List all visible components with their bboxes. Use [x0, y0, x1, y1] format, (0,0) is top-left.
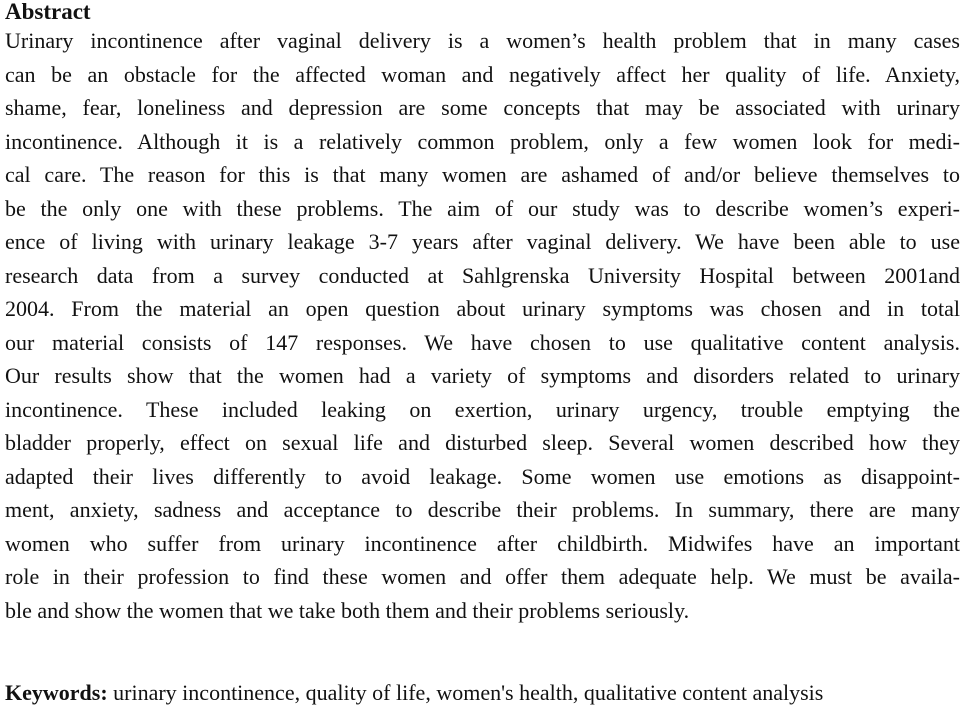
- abstract-line: ble and show the women that we take both them and their problems seriously.: [5, 597, 690, 623]
- abstract-line: ment, anxiety, sadness and acceptance to describe their problems. In summary, there are many: [5, 497, 960, 522]
- abstract-line: our material consists of 147 responses. We have chosen to use qualitative content analysis.: [5, 329, 960, 355]
- abstract-line: be the only one with these problems. The aim of our study was to describe women’s experi-: [5, 195, 960, 221]
- keywords-label: Keywords:: [5, 680, 108, 705]
- abstract-line: adapted their lives differently to avoid leakage. Some women use emotions as disappoint-: [5, 463, 960, 489]
- abstract-line: role in their profession to find these women and offer them adequate help. We must be availa-: [5, 564, 960, 589]
- abstract-line: research data from a survey conducted at Sahlgrenska University Hospital between 2001and: [5, 262, 960, 288]
- abstract-heading: Abstract: [5, 0, 91, 24]
- abstract-line: Urinary incontinence after vaginal delivery is a women’s health problem that in many cases: [5, 28, 960, 53]
- keywords-text: urinary incontinence, quality of life, women's health, qualitative content analysis: [107, 680, 824, 705]
- abstract-line: can be an obstacle for the affected woman and negatively affect her quality of life. Anxiety,: [5, 61, 960, 87]
- abstract-line: incontinence. Although it is a relatively common problem, only a few women look for medi-: [5, 128, 960, 154]
- abstract-line: incontinence. These included leaking on exertion, urinary urgency, trouble emptying the: [5, 396, 960, 422]
- abstract-line: cal care. The reason for this is that many women are ashamed of and/or believe themselves to: [5, 162, 960, 187]
- abstract-line: shame, fear, loneliness and depression are some concepts that may be associated with urinary: [5, 95, 960, 120]
- keywords-line: [5, 676, 823, 709]
- abstract-line: ence of living with urinary leakage 3-7 years after vaginal delivery. We have been able to use: [5, 229, 960, 254]
- document-page: [5, 0, 960, 705]
- abstract-line: 2004. From the material an open question about urinary symptoms was chosen and in total: [5, 296, 960, 321]
- abstract-line: bladder properly, effect on sexual life and disturbed sleep. Several women described how they: [5, 430, 960, 455]
- abstract-line: women who suffer from urinary incontinence after childbirth. Midwifes have an important: [5, 530, 960, 556]
- abstract-body: [5, 24, 960, 627]
- abstract-line: Our results show that the women had a variety of symptoms and disorders related to urinary: [5, 363, 960, 388]
